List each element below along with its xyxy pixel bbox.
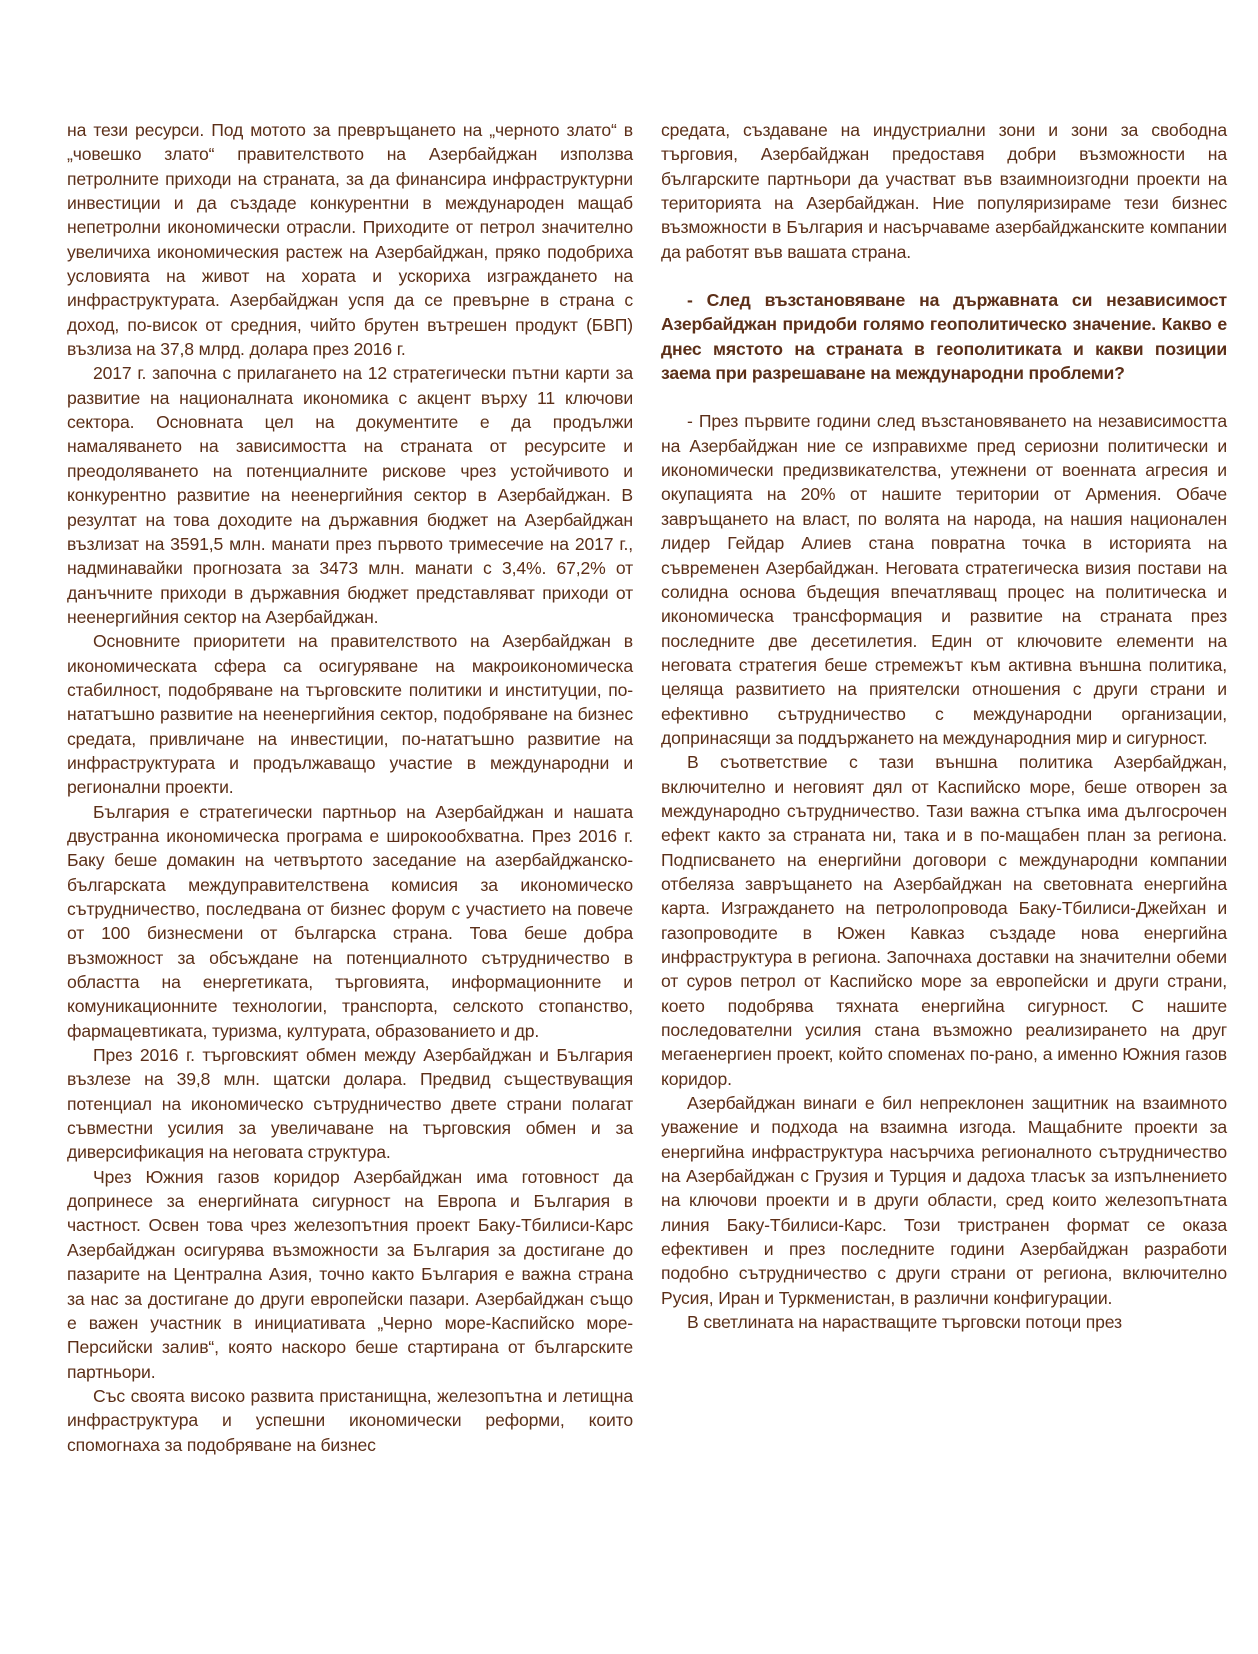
paragraph: - През първите години след възстановяването на независимостта на Азербайджан ние се изправихме пред сериозни политически и икономически предизвикателства, утежнени от военната агресия и окупацията на 20% от нашите територии от Армения. Обаче завръщането на власт, по волята на народа, на нашия национален лидер Гейдар Алиев стана повратна точка в историята на съвременен Азербайджан. Неговата стратегическа визия постави на солидна основа бъдещия впечатляващ процес на политическа и икономическа трансформация и развитие на страната през последните две десетилетия. Един от ключовите елементи на неговата стратегия беше стремежът към активна външна политика, целяща развитието на приятелски отношения с други страни и ефективно сътрудничество с международни организации, допринасящи за поддържането на международния мир и сигурност. bbox=[661, 411, 1227, 748]
paragraph: Със своята високо развита пристанищна, железопътна и летищна инфраструктура и успешни икономически реформи, които спомогнаха за подобряване на бизнес bbox=[67, 1385, 633, 1455]
paragraph: През 2016 г. търговският обмен между Азербайджан и България възлезе на 39,8 млн. щатски долара. Предвид съществуващия потенциал на икономическо сътрудничество двете страни полагат съвместни усилия за увеличаване на търговския обмен и за диверсификация на неговата структура. bbox=[67, 1045, 633, 1163]
paragraph: В съответствие с тази външна политика Азербайджан, включително и неговият дял от Каспийско море, беше отворен за международно сътрудничество. Тази важна стъпка има дългосрочен ефект както за страната ни, така и в по-мащабен план за региона. Подписването на енергийни договори с международни компании отбеляза завръщането на Азербайджан на световната енергийна карта. Изграждането на петролопровода Баку-Тбилиси-Джейхан и газопроводите в Южен Кавказ създаде нова енергийна инфраструктура в региона. Започнаха доставки на значителни обеми от суров петрол от Каспийско море за европейски и други страни, което подобрява тяхната енергийна сигурност. С нашите последователни усилия стана възможно реализирането на друг мегаенергиен проект, който споменах по-рано, а именно Южния газов коридор. bbox=[661, 752, 1227, 1089]
paragraph: на тези ресурси. Под мотото за превръщането на „черното злато“ в „човешко злато“ правителството на Азербайджан използва петролните приходи на страната, за да финансира инфраструктурни инвестиции и да създаде конкурентни в международен мащаб непетролни икономически отрасли. Приходите от петрол значително увеличиха икономическия растеж на Азербайджан, пряко подобриха условията на живот на хората и ускориха изграждането на инфраструктурата. Азербайджан успя да се превърне в страна с доход, по-висок от средния, чийто брутен вътрешен продукт (БВП) възлиза на 37,8 млрд. долара през 2016 г. bbox=[67, 120, 633, 360]
paragraph: България е стратегически партньор на Азербайджан и нашата двустранна икономическа програма е широкообхватна. През 2016 г. Баку беше домакин на четвъртото заседание на азербайджанско-българската междуправителствена комисия за икономическо сътрудничество, последвана от бизнес форум с участието на повече от 100 бизнесмени от българска страна. Това беше добра възможност за обсъждане на потенциалното сътрудничество в областта на енергетиката, търговията, информационните и комуникационните технологии, транспорта, селското стопанство, фармацевтиката, туризма, културата, образованието и др. bbox=[67, 801, 633, 1041]
paragraph: 2017 г. започна с прилагането на 12 стратегически пътни карти за развитие на националната икономика с акцент върху 11 ключови сектора. Основната цел на документите е да продължи намаляването на зависимостта на страната от ресурсите и преодоляването на потенциалните рискове чрез устойчивото и конкурентно развитие на неенергийния сектор в Азербайджан. В резултат на това доходите на държавния бюджет на Азербайджан възлизат на 3591,5 млн. манати през първото тримесечие на 2017 г., надминавайки прогнозата за 3473 млн. манати с 3,4%. 67,2% от данъчните приходи в държавния бюджет представляват приходи от неенергийния сектор на Азербайджан. bbox=[67, 363, 633, 627]
paragraph: В светлината на нарастващите търговски потоци през bbox=[687, 1312, 1122, 1333]
left-text-column bbox=[67, 118, 633, 1457]
right-text-column bbox=[661, 118, 1227, 1335]
paragraph: Чрез Южния газов коридор Азербайджан има готовност да допринесе за енергийната сигурност на Европа и България в частност. Освен това чрез железопътния проект Баку-Тбилиси-Карс Азербайджан осигурява възможности за България за достигане до пазарите на Централна Азия, точно както България е важна страна за нас за достигане до други европейски пазари. Азербайджан също е важен участник в инициативата „Черно море-Каспийско море-Персийски залив“, която наскоро беше стартирана от българските партньори. bbox=[67, 1166, 633, 1382]
paragraph: Азербайджан винаги е бил непреклонен защитник на взаимното уважение и подхода на взаимна изгода. Мащабните проекти за енергийна инфраструктура насърчиха регионалното сътрудничество на Азербайджан с Грузия и Турция и дадоха тласък за изпълнението на ключови проекти и в други области, сред които железопътната линия Баку-Тбилиси-Карс. Този тристранен формат се оказа ефективен и през последните години Азербайджан разработи подобно сътрудничество с други страни от региона, включително Русия, Иран и Туркменистан, в различни конфигурации. bbox=[661, 1093, 1227, 1308]
paragraph: средата, създаване на индустриални зони и зони за свободна търговия, Азербайджан предоставя добри възможности на българските партньори да участват във взаимноизгодни проекти на територията на Азербайджан. Ние популяризираме тези бизнес възможности в България и насърчаваме азербайджанските компании да работят във вашата страна. bbox=[661, 120, 1227, 262]
interview-question: - След възстановяване на държавната си независимост Азербайджан придоби голямо геополитическо значение. Какво е днес мястото на страната в геополитиката и какви позиции заема при разрешаване на международни проблеми? bbox=[661, 290, 1227, 384]
paragraph: Основните приоритети на правителството на Азербайджан в икономическата сфера са осигуряване на макроикономическа стабилност, подобряване на търговските политики и институции, по-нататъшно развитие на неенергийния сектор, подобряване на бизнес средата, привличане на инвестиции, по-нататъшно развитие на инфраструктурата и продължаващо участие в международни и регионални проекти. bbox=[67, 631, 633, 798]
